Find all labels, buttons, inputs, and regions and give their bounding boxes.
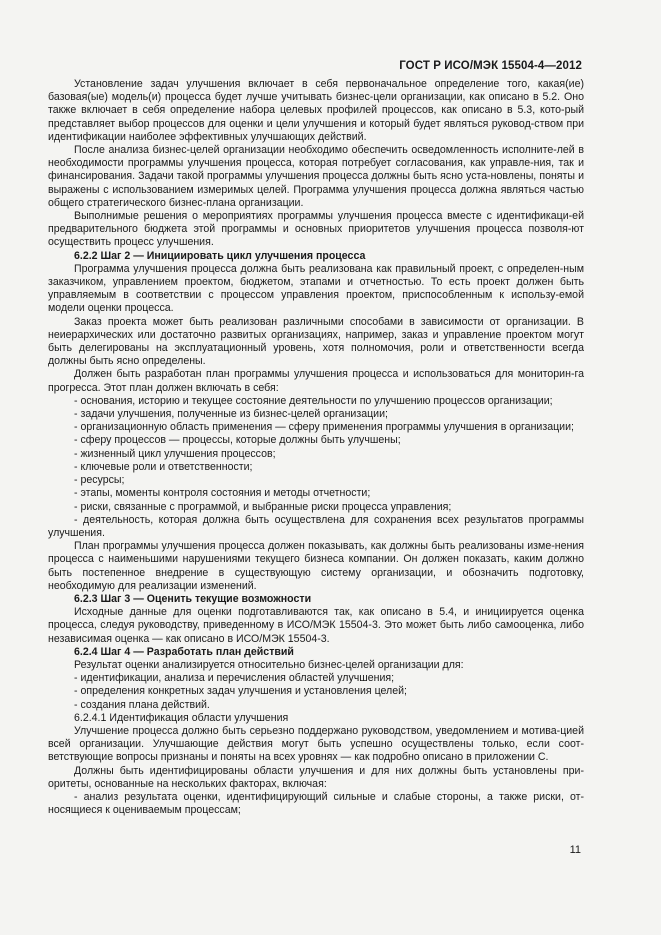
list-item: - этапы, моменты контроля состояния и методы отчетности; xyxy=(74,487,371,500)
section-heading: 6.2.3 Шаг 3 — Оценить текущие возможности xyxy=(74,592,312,605)
list-item: - определения конкретных задач улучшения и установления целей; xyxy=(74,685,407,698)
paragraph: Результат оценки анализируется относительно бизнес-целей организации для: xyxy=(74,658,464,671)
page-number: 11 xyxy=(569,844,581,856)
paragraph: Исходные данные для оценки подготавливаются так, как описано в 5.4, и инициируется оценка процесса, следуя руководству, приведенному в ИСО/МЭК 15504-3. Это может быть либо самооценка, либо независимая оценка — как описано в ИСО/МЭК 15504-3. xyxy=(48,606,584,645)
paragraph: Установление задач улучшения включает в себя первоначальное определение того, какая(ие) базовая(ые) модель(и) процесса будет лучше учитывать бизнес-цели организации, как описано в 5.2. Оно также включает в себя определение набора целевых профилей процессов, как описано в 5.3, кото-рый представляет выбор процессов для оценки и цели улучшения и который будет являться руковод-ством при идентификации наиболее эффективных улучшающих действий. xyxy=(48,78,584,143)
paragraph: Должен быть разработан план программы улучшения процесса и использоваться для мониторин-га прогресса. Этот план должен включать в себя: xyxy=(48,368,584,394)
paragraph: Заказ проекта может быть реализован различными способами в зависимости от организации. В неиерархических или достаточно развитых организациях, например, заказ и управление проектом могут быть делегированы на эксплуатационный уровень, хотя полномочия, роли и ответственности всегда должны быть ясно определены. xyxy=(48,315,584,368)
section-heading: 6.2.2 Шаг 2 — Инициировать цикл улучшения процесса xyxy=(74,249,366,262)
list-item: - риски, связанные с программой, и выбранные риски процесса управления; xyxy=(74,500,452,513)
paragraph: Улучшение процесса должно быть серьезно поддержано руководством, уведомлением и мотива-цией всей организации. Улучшающие действия могут быть успешно осуществлены только, если соот-ветствующие вопросы признаны и поняты на всех уровнях — как подробно описано в приложении С. xyxy=(48,724,584,764)
list-item: - задачи улучшения, полученные из бизнес-целей организации; xyxy=(74,408,388,421)
paragraph: После анализа бизнес-целей организации необходимо обеспечить осведомленность исполните-лей в необходимости программы улучшения процесса, которая потребует согласования, как управле-ния, так и финансирования. Задачи такой программы улучшения процесса должны быть ясно уста-новлены, поняты и выражены с использованием измеримых целей. Программа улучшения процесса должна являться частью общего стратегического бизнес-плана организации. xyxy=(48,144,584,209)
document-header: ГОСТ Р ИСО/МЭК 15504-4—2012 xyxy=(399,60,582,72)
paragraph: Должны быть идентифицированы области улучшения и для них должны быть установлены при-оритеты, основанные на нескольких факторах, включая: xyxy=(48,764,584,790)
list-item: - организационную область применения — сферу применения программы улучшения в организации; xyxy=(74,421,574,434)
list-item: - ресурсы; xyxy=(74,474,125,487)
paragraph: Программа улучшения процесса должна быть реализована как правильный проект, с определен-ным заказчиком, управлением проектом, бюджетом, этапами и отчетностью. То есть проект должен быть управляемым в соответствии с процессом управления проектом, приспособленным к использу-емой модели оценки процесса. xyxy=(48,262,584,315)
list-item: - создания плана действий. xyxy=(74,698,210,711)
section-heading: 6.2.4 Шаг 4 — Разработать план действий xyxy=(74,645,294,658)
paragraph: Выполнимые решения о мероприятиях программы улучшения процесса вместе с идентификаци-ей предварительного бюджета этой программы и основных приоритетов улучшения процесса позволя-ют осуществить процесс улучшения. xyxy=(48,210,584,249)
list-item: - ключевые роли и ответственности; xyxy=(74,460,253,473)
list-item: - жизненный цикл улучшения процессов; xyxy=(74,447,276,460)
list-item: - основания, историю и текущее состояние деятельности по улучшению процессов организации; xyxy=(74,394,553,407)
list-item: - деятельность, которая должна быть осуществлена для сохранения всех результатов программы улучшения. xyxy=(48,513,584,539)
list-item: - сферу процессов — процессы, которые должны быть улучшены; xyxy=(74,434,401,447)
document-body xyxy=(48,78,584,817)
list-item: - идентификации, анализа и перечисления областей улучшения; xyxy=(74,672,395,685)
list-item: - анализ результата оценки, идентифицирующий сильные и слабые стороны, а также риски, от-носящиеся к оцениваемым процессам; xyxy=(48,790,584,817)
subsection-heading: 6.2.4.1 Идентификация области улучшения xyxy=(74,711,289,724)
paragraph: План программы улучшения процесса должен показывать, как должны быть реализованы изме-нения процесса с наименьшими нарушениями текущего бизнеса компании. Он должен показать, каким должно быть постепенное внедрение в существующую систему организации, и обозначить подготовку, необходимую для реализации изменений. xyxy=(48,540,584,592)
